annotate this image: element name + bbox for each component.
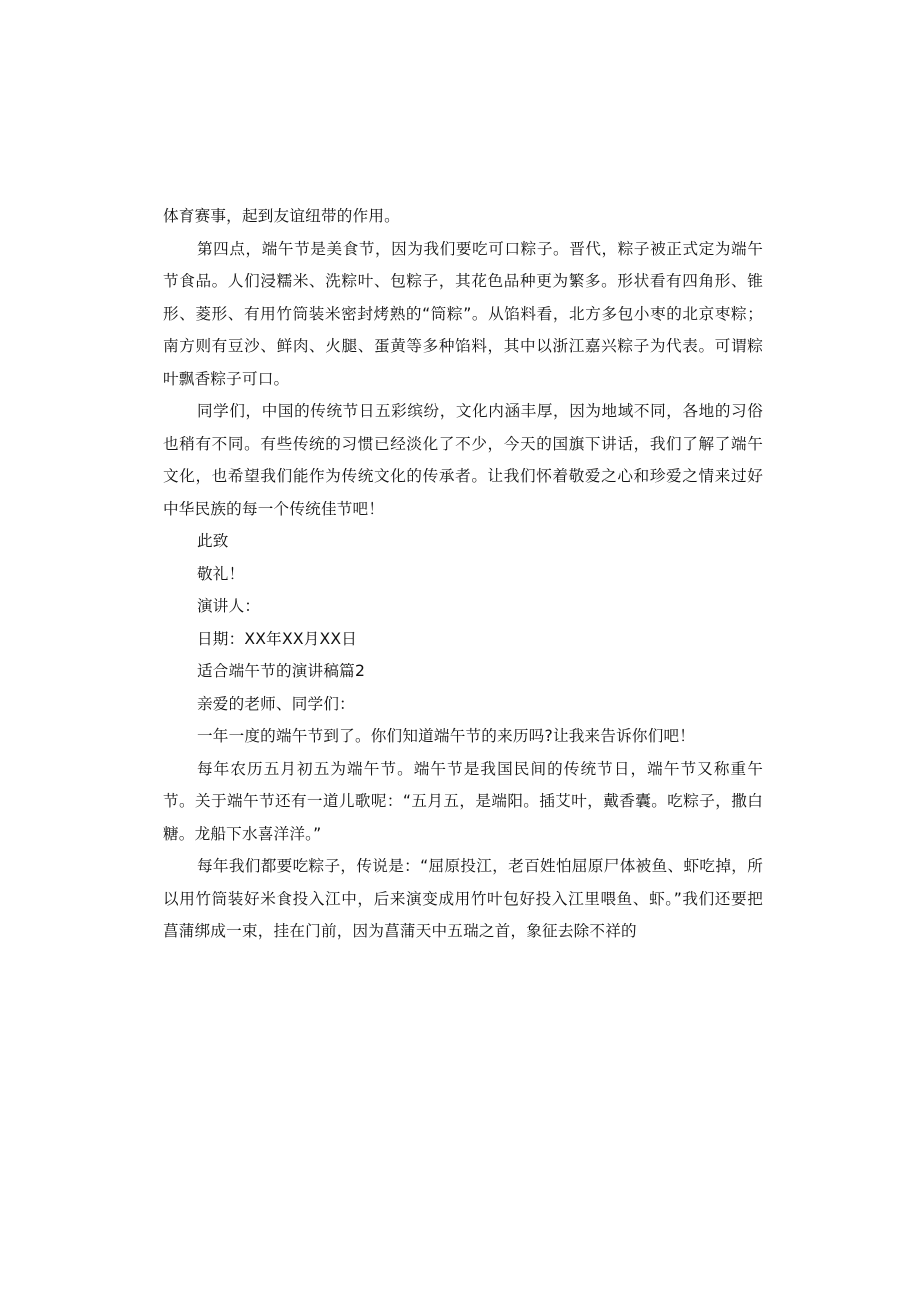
- paragraph-zongzi-legend: 每年我们都要吃粽子，传说是：“屈原投江，老百姓怕屈原尸体被鱼、虾吃掉，所以用竹筒装好米食投入江中，后来演变成用竹叶包好投入江里喂鱼、虾。”我们还要把菖蒲绑成一束，挂在门前，因为菖蒲天中五瑞之首，象征去除不祥的: [163, 857, 763, 940]
- paragraph-festival-date: 每年农历五月初五为端午节。端午节是我国民间的传统节日，端午节又称重午节。关于端午节还有一道儿歌呢：“五月五，是端阳。插艾叶，戴香囊。吃粽子，撒白糖。龙船下水喜洋洋。”: [163, 759, 763, 843]
- closing-salutation: 此致: [197, 532, 229, 550]
- paragraph-food-festival: 第四点，端午节是美食节，因为我们要吃可口粽子。晋代，粽子被正式定为端午节食品。人们浸糯米、洗粽叶、包粽子，其花色品种更为繁多。形状看有四角形、锥形、菱形、有用竹筒装米密封烤熟的“筒粽”。从馅料看，北方多包小枣的北京枣粽；南方则有豆沙、鲜肉、火腿、蛋黄等多种馅料，其中以浙江嘉兴粽子为代表。可谓粽叶飘香粽子可口。: [163, 239, 763, 388]
- date-line: 日期：XX年XX月XX日: [197, 629, 358, 648]
- section-title: 适合端午节的演讲稿篇2: [197, 662, 366, 680]
- paragraph-conclusion: 同学们，中国的传统节日五彩缤纷，文化内涵丰厚，因为地域不同，各地的习俗也稍有不同。有些传统的习惯已经淡化了不少，今天的国旗下讲话，我们了解了端午文化，也希望我们能作为传统文化的传承者。让我们怀着敬爱之心和珍爱之情来过好中华民族的每一个传统佳节吧！: [163, 402, 763, 518]
- greeting: 亲爱的老师、同学们：: [197, 694, 355, 713]
- paragraph-intro: 一年一度的端午节到了。你们知道端午节的来历吗?让我来告诉你们吧！: [197, 727, 696, 745]
- document-body: [163, 200, 763, 948]
- speaker-line: 演讲人：: [197, 597, 261, 615]
- closing-respect: 敬礼！: [197, 564, 245, 583]
- paragraph-continuation: 体育赛事，起到友谊纽带的作用。: [163, 207, 400, 225]
